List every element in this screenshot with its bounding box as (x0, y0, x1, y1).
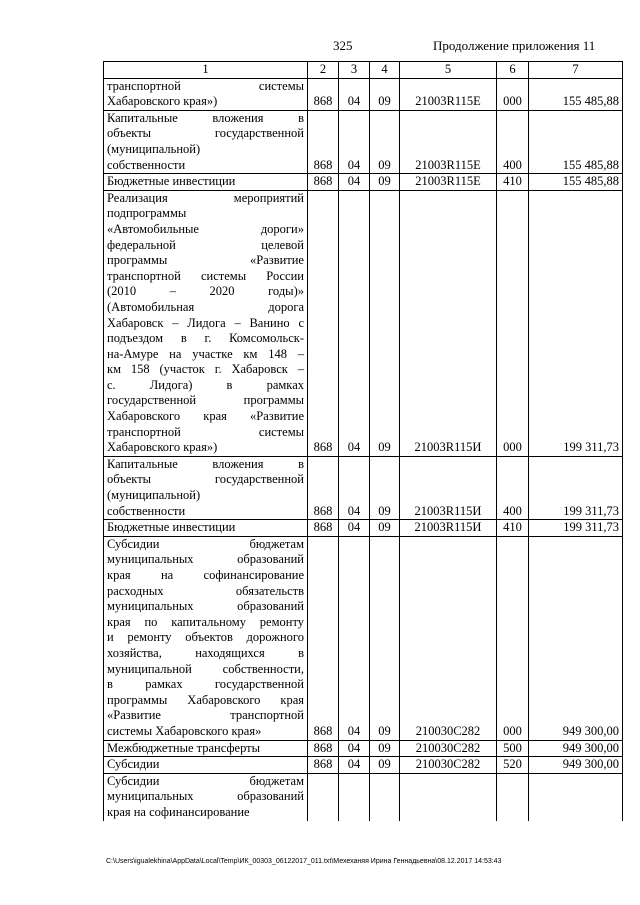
item-name-line: Субсидии (107, 757, 160, 772)
item-name-line: Хабаровск – Лидога – Ванино с (107, 315, 304, 330)
item-name-line: «Автомобильные дороги» (107, 221, 304, 236)
column-number: 2 (308, 62, 339, 79)
table-row (104, 174, 623, 191)
item-name-line: федеральной целевой (107, 237, 304, 252)
section-code-cell: 04 (339, 78, 370, 110)
item-name-line: Капитальные вложения в (107, 110, 304, 125)
item-name-line: (муниципальной) (107, 141, 201, 156)
ministry-code-cell: 868 (308, 536, 339, 740)
item-name-line: на-Амуре на участке км 148 – (107, 346, 304, 361)
item-name-line: государственной программы (107, 393, 304, 408)
expense-type-cell: 500 (497, 740, 529, 757)
amount-cell: 949 300,00 (529, 740, 623, 757)
amount-cell: 949 300,00 (529, 757, 623, 774)
column-number: 4 (370, 62, 400, 79)
item-name-line: Реализация мероприятий (107, 190, 304, 205)
target-article-cell: 21003R115И (400, 456, 497, 519)
expense-type-cell: 410 (497, 174, 529, 191)
item-name-line: Бюджетные инвестиции (107, 520, 236, 535)
page-number: 325 (333, 38, 353, 53)
item-name-line: края по капитальному ремонту (107, 614, 304, 629)
ministry-code-cell (308, 773, 339, 820)
column-number: 7 (529, 62, 623, 79)
column-number: 3 (339, 62, 370, 79)
table-row (104, 740, 623, 757)
expense-type-cell: 000 (497, 536, 529, 740)
target-article-cell: 21003R115E (400, 78, 497, 110)
item-name-cell (104, 773, 308, 820)
table-row (104, 110, 623, 173)
item-name-cell (104, 456, 308, 519)
subsection-code-cell: 09 (370, 78, 400, 110)
item-name-line: транспортной системы России (107, 268, 304, 283)
item-name-line: муниципальных образований (107, 552, 304, 567)
item-name-line: и ремонту объектов дорожного (107, 630, 304, 645)
ministry-code-cell: 868 (308, 110, 339, 173)
section-code-cell: 04 (339, 536, 370, 740)
item-name-cell (104, 757, 308, 774)
item-name-cell (104, 520, 308, 537)
expense-type-cell (497, 773, 529, 820)
ministry-code-cell: 868 (308, 78, 339, 110)
section-code-cell: 04 (339, 456, 370, 519)
item-name-line: (Автомобильная дорога (107, 299, 304, 314)
item-name-line: (2010 – 2020 годы)» (107, 284, 304, 299)
expense-type-cell: 520 (497, 757, 529, 774)
table-row (104, 757, 623, 774)
item-name-line: хозяйства, находящихся в (107, 645, 304, 660)
item-name-line: Капитальные вложения в (107, 456, 304, 471)
amount-cell: 949 300,00 (529, 536, 623, 740)
item-name-cell (104, 110, 308, 173)
ministry-code-cell: 868 (308, 456, 339, 519)
target-article-cell: 21003R115E (400, 110, 497, 173)
table-row (104, 773, 623, 820)
subsection-code-cell: 09 (370, 110, 400, 173)
item-name-cell (104, 190, 308, 456)
subsection-code-cell (370, 773, 400, 820)
table-row (104, 456, 623, 519)
table-row (104, 190, 623, 456)
item-name-line: (муниципальной) (107, 488, 201, 503)
amount-cell (529, 773, 623, 820)
item-name-line: подпрограммы (107, 206, 187, 221)
ministry-code-cell: 868 (308, 174, 339, 191)
item-name-line: края на софинансирование (107, 568, 304, 582)
item-name-line: в рамках государственной (107, 677, 304, 692)
item-name-cell (104, 78, 308, 110)
section-code-cell: 04 (339, 520, 370, 537)
item-name-line: «Развитие транспортной (107, 708, 304, 723)
item-name-line: собственности (107, 157, 186, 172)
section-code-cell: 04 (339, 190, 370, 456)
item-name-cell (104, 536, 308, 740)
item-name-line: расходных обязательств (107, 583, 304, 598)
ministry-code-cell: 868 (308, 190, 339, 456)
item-name-line: км 158 (участок г. Хабаровск – (107, 362, 304, 377)
item-name-line: объекты государственной (107, 472, 304, 487)
target-article-cell: 21003R115E (400, 174, 497, 191)
item-name-line: Бюджетные инвестиции (107, 174, 236, 189)
column-number: 6 (497, 62, 529, 79)
item-name-line: Субсидии бюджетам (107, 773, 304, 788)
item-name-line: объекты государственной (107, 126, 304, 141)
amount-cell: 155 485,88 (529, 110, 623, 173)
section-code-cell: 04 (339, 757, 370, 774)
item-name-line: Хабаровского края») (107, 94, 218, 109)
subsection-code-cell: 09 (370, 174, 400, 191)
amount-cell: 199 311,73 (529, 456, 623, 519)
item-name-line: муниципальных образований (107, 789, 304, 804)
subsection-code-cell: 09 (370, 536, 400, 740)
expense-type-cell: 000 (497, 190, 529, 456)
target-article-cell: 21003R115И (400, 190, 497, 456)
table-row (104, 520, 623, 537)
amount-cell: 155 485,88 (529, 174, 623, 191)
column-numbers-row (104, 62, 623, 79)
table-row (104, 536, 623, 740)
expense-type-cell: 000 (497, 78, 529, 110)
amount-cell: 155 485,88 (529, 78, 623, 110)
target-article-cell: 210030С282 (400, 536, 497, 740)
table-row (104, 78, 623, 110)
expense-type-cell: 400 (497, 456, 529, 519)
expense-type-cell: 410 (497, 520, 529, 537)
item-name-cell (104, 174, 308, 191)
section-code-cell: 04 (339, 740, 370, 757)
amount-cell: 199 311,73 (529, 520, 623, 537)
item-name-line: с. Лидога) в рамках (107, 377, 304, 392)
section-code-cell (339, 773, 370, 820)
item-name-line: программы «Развитие (107, 253, 304, 268)
ministry-code-cell: 868 (308, 520, 339, 537)
section-code-cell: 04 (339, 110, 370, 173)
item-name-line: муниципальной собственности, (107, 661, 304, 676)
item-name-line: Хабаровского края») (107, 440, 218, 455)
item-name-line: Межбюджетные трансферты (107, 740, 261, 755)
item-name-cell (104, 740, 308, 757)
subsection-code-cell: 09 (370, 520, 400, 537)
item-name-line: подъездом в г. Комсомольск- (107, 331, 304, 346)
target-article-cell: 210030С282 (400, 757, 497, 774)
target-article-cell: 21003R115И (400, 520, 497, 537)
ministry-code-cell: 868 (308, 757, 339, 774)
expense-type-cell: 400 (497, 110, 529, 173)
item-name-line: Хабаровского края «Развитие (107, 409, 304, 424)
file-path-footer: C:\Users\igualekhina\AppData\Local\Temp\ИК_00303_06122017_011.txt\Мехеханяя Ирина Геннадьевна\08.12.2017 14:53:43 (106, 858, 502, 865)
item-name-line: собственности (107, 503, 186, 518)
subsection-code-cell: 09 (370, 190, 400, 456)
budget-table (103, 61, 623, 821)
subsection-code-cell: 09 (370, 740, 400, 757)
item-name-line: программы Хабаровского края (107, 692, 304, 707)
item-name-line: транспортной системы (107, 424, 304, 439)
target-article-cell (400, 773, 497, 820)
item-name-line: транспортной системы (107, 78, 304, 93)
appendix-continuation: Продолжение приложения 11 (433, 38, 596, 53)
subsection-code-cell: 09 (370, 456, 400, 519)
item-name-line: муниципальных образований (107, 599, 304, 614)
ministry-code-cell: 868 (308, 740, 339, 757)
item-name-line: Субсидии бюджетам (107, 536, 304, 551)
item-name-line: системы Хабаровского края» (107, 723, 262, 738)
column-number: 1 (104, 62, 308, 79)
subsection-code-cell: 09 (370, 757, 400, 774)
section-code-cell: 04 (339, 174, 370, 191)
target-article-cell: 210030С282 (400, 740, 497, 757)
item-name-line: края на софинансирование (107, 804, 250, 819)
column-number: 5 (400, 62, 497, 79)
amount-cell: 199 311,73 (529, 190, 623, 456)
